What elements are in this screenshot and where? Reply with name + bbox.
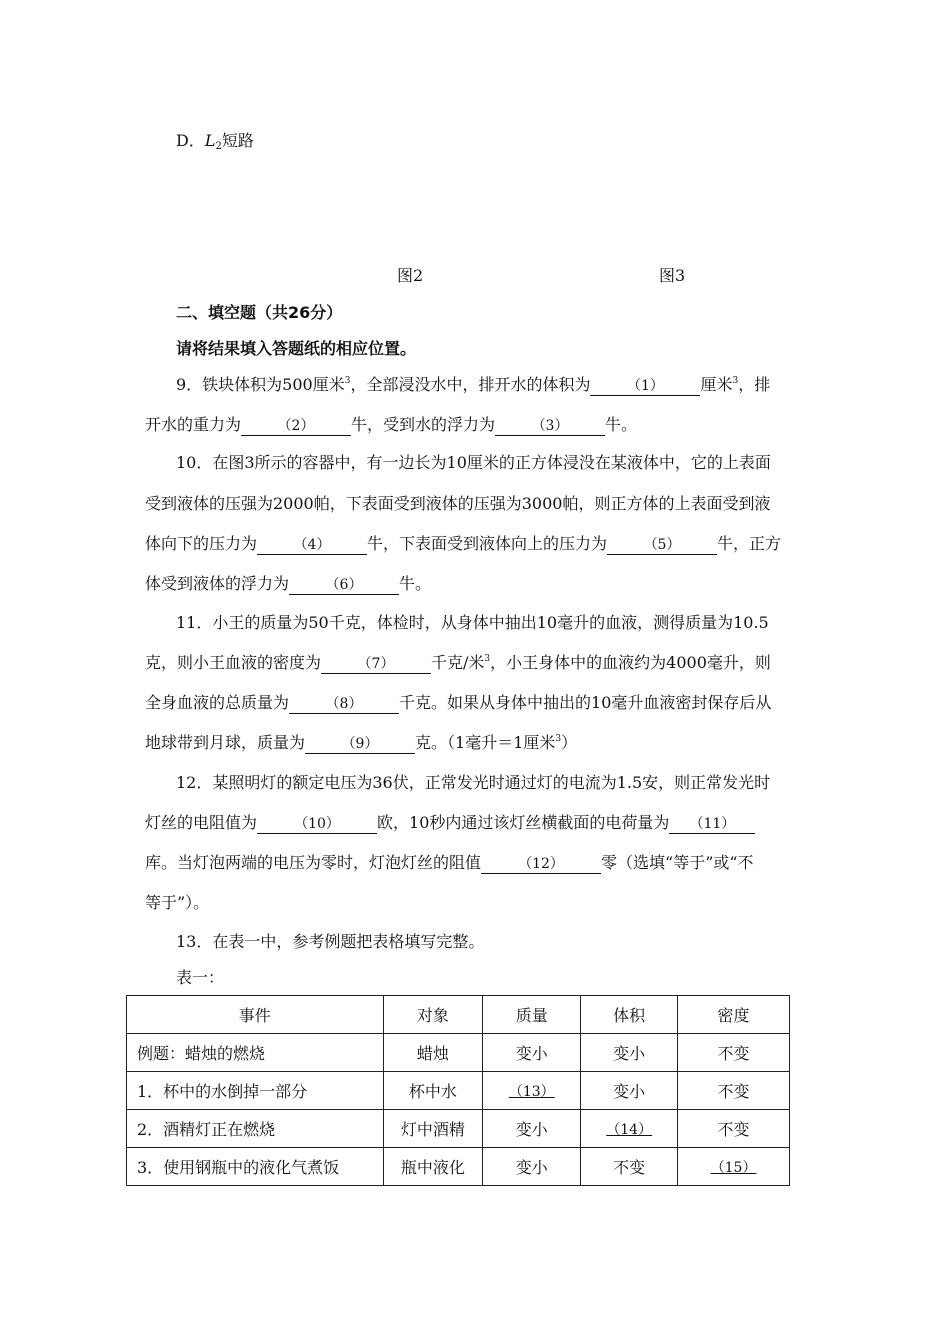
- header-cell: 对象: [383, 996, 483, 1034]
- header-cell: 体积: [581, 996, 678, 1034]
- q9-line-1: 9．铁块体积为500厘米$^3$，全部浸没水中，排开水的体积为 （1） 厘米$^3$，排: [176, 375, 771, 394]
- q12-line-2: 灯丝的电阻值为 （10） 欧，10秒内通过该灯丝横截面的电荷量为 （11）: [145, 810, 755, 834]
- table-cell: 不变: [678, 1072, 790, 1110]
- answer-blank-13: （13）: [508, 1083, 555, 1100]
- q9-line-2: 开水的重力为 （2） 牛，受到水的浮力为 （3） 牛。: [145, 415, 638, 434]
- table-cell: 蜡烛: [383, 1034, 483, 1072]
- q11-line-2: 克，则小王血液的密度为 （7） 千克/米$^3$，小王身体中的血液约为4000毫升，则: [145, 653, 771, 672]
- answer-blank-10: （10）: [257, 815, 377, 834]
- answer-blank-1: （1）: [590, 377, 700, 396]
- table-cell: 例题：蜡烛的燃烧: [127, 1034, 384, 1072]
- answer-blank-6: （6）: [289, 576, 399, 595]
- answer-blank-11: （11）: [669, 815, 755, 834]
- q13-text: 13．在表一中，参考例题把表格填写完整。: [176, 932, 485, 951]
- figure-2-caption: 图2: [397, 266, 424, 285]
- table-row: [127, 1034, 790, 1072]
- q10-line-2: 受到液体的压强为2000帕，下表面受到液体的压强为3000帕，则正方体的上表面受到液: [145, 494, 771, 513]
- option-d-text: 短路: [221, 131, 254, 150]
- table-cell: 变小: [581, 1072, 678, 1110]
- answer-blank-15: （15）: [710, 1159, 757, 1176]
- table-cell: 杯中水: [383, 1072, 483, 1110]
- answer-blank-9: （9）: [305, 735, 415, 754]
- table-cell: 2．酒精灯正在燃烧: [127, 1110, 384, 1148]
- data-table: [126, 995, 790, 1186]
- header-cell: 事件: [127, 996, 384, 1034]
- answer-blank-2: （2）: [241, 417, 351, 436]
- table-row: [127, 1110, 790, 1148]
- table-cell: 1．杯中的水倒掉一部分: [127, 1072, 384, 1110]
- answer-blank-8: （8）: [289, 695, 399, 714]
- table-cell: 变小: [483, 1034, 581, 1072]
- q12-line-4: 等于”）。: [145, 893, 210, 912]
- table-cell: [581, 1110, 678, 1148]
- table-cell: [483, 1072, 581, 1110]
- table-cell: 变小: [483, 1110, 581, 1148]
- table-cell: 3．使用钢瓶中的液化气煮饭: [127, 1148, 384, 1186]
- q11-line-1: 11．小王的质量为50千克，体检时，从身体中抽出10毫升的血液，测得质量为10.5: [176, 613, 769, 632]
- table-cell: [678, 1148, 790, 1186]
- table-cell: 不变: [678, 1034, 790, 1072]
- q10-line-4: 体受到液体的浮力为 （6） 牛。: [145, 574, 432, 593]
- table-cell: 变小: [581, 1034, 678, 1072]
- section-instruction: 请将结果填入答题纸的相应位置。: [176, 339, 417, 358]
- table-label: 表一：: [176, 968, 225, 987]
- q12-line-1: 12．某照明灯的额定电压为36伏，正常发光时通过灯的电流为1.5安，则正常发光时: [176, 773, 771, 792]
- answer-blank-5: （5）: [607, 536, 717, 555]
- answer-blank-14: （14）: [606, 1121, 653, 1138]
- table-cell: 不变: [581, 1148, 678, 1186]
- figure-3-caption: 图3: [659, 266, 686, 285]
- q11-line-4: 地球带到月球，质量为 （9） 克。（1毫升＝1厘米$^3$）: [145, 733, 578, 752]
- option-d-var: L: [204, 131, 216, 150]
- q10-line-1: 10．在图3所示的容器中，有一边长为10厘米的正方体浸没在某液体中，它的上表面: [176, 453, 771, 472]
- header-cell: 密度: [678, 996, 790, 1034]
- table-header-row: [127, 996, 790, 1034]
- option-d: [176, 128, 254, 152]
- answer-blank-3: （3）: [495, 417, 605, 436]
- answer-blank-7: （7）: [321, 655, 431, 674]
- table-cell: 灯中酒精: [383, 1110, 483, 1148]
- table-cell: 变小: [483, 1148, 581, 1186]
- q11-line-3: 全身血液的总质量为 （8） 千克。如果从身体中抽出的10毫升血液密封保存后从: [145, 693, 772, 712]
- answer-blank-12: （12）: [481, 855, 601, 874]
- table-cell: 不变: [678, 1110, 790, 1148]
- section-title: 二、填空题（共26分）: [176, 303, 343, 322]
- answer-blank-4: （4）: [257, 536, 367, 555]
- option-d-sub: 2: [215, 141, 222, 152]
- q10-line-3: 体向下的压力为 （4） 牛，下表面受到液体向上的压力为 （5） 牛，正方: [145, 534, 782, 553]
- table-cell: 瓶中液化: [383, 1148, 483, 1186]
- header-cell: 质量: [483, 996, 581, 1034]
- table-row: [127, 1148, 790, 1186]
- table-row: [127, 1072, 790, 1110]
- q12-line-3: 库。当灯泡两端的电压为零时，灯泡灯丝的阻值 （12） 零（选填“等于”或“不: [145, 853, 754, 872]
- option-d-prefix: D．: [176, 131, 205, 150]
